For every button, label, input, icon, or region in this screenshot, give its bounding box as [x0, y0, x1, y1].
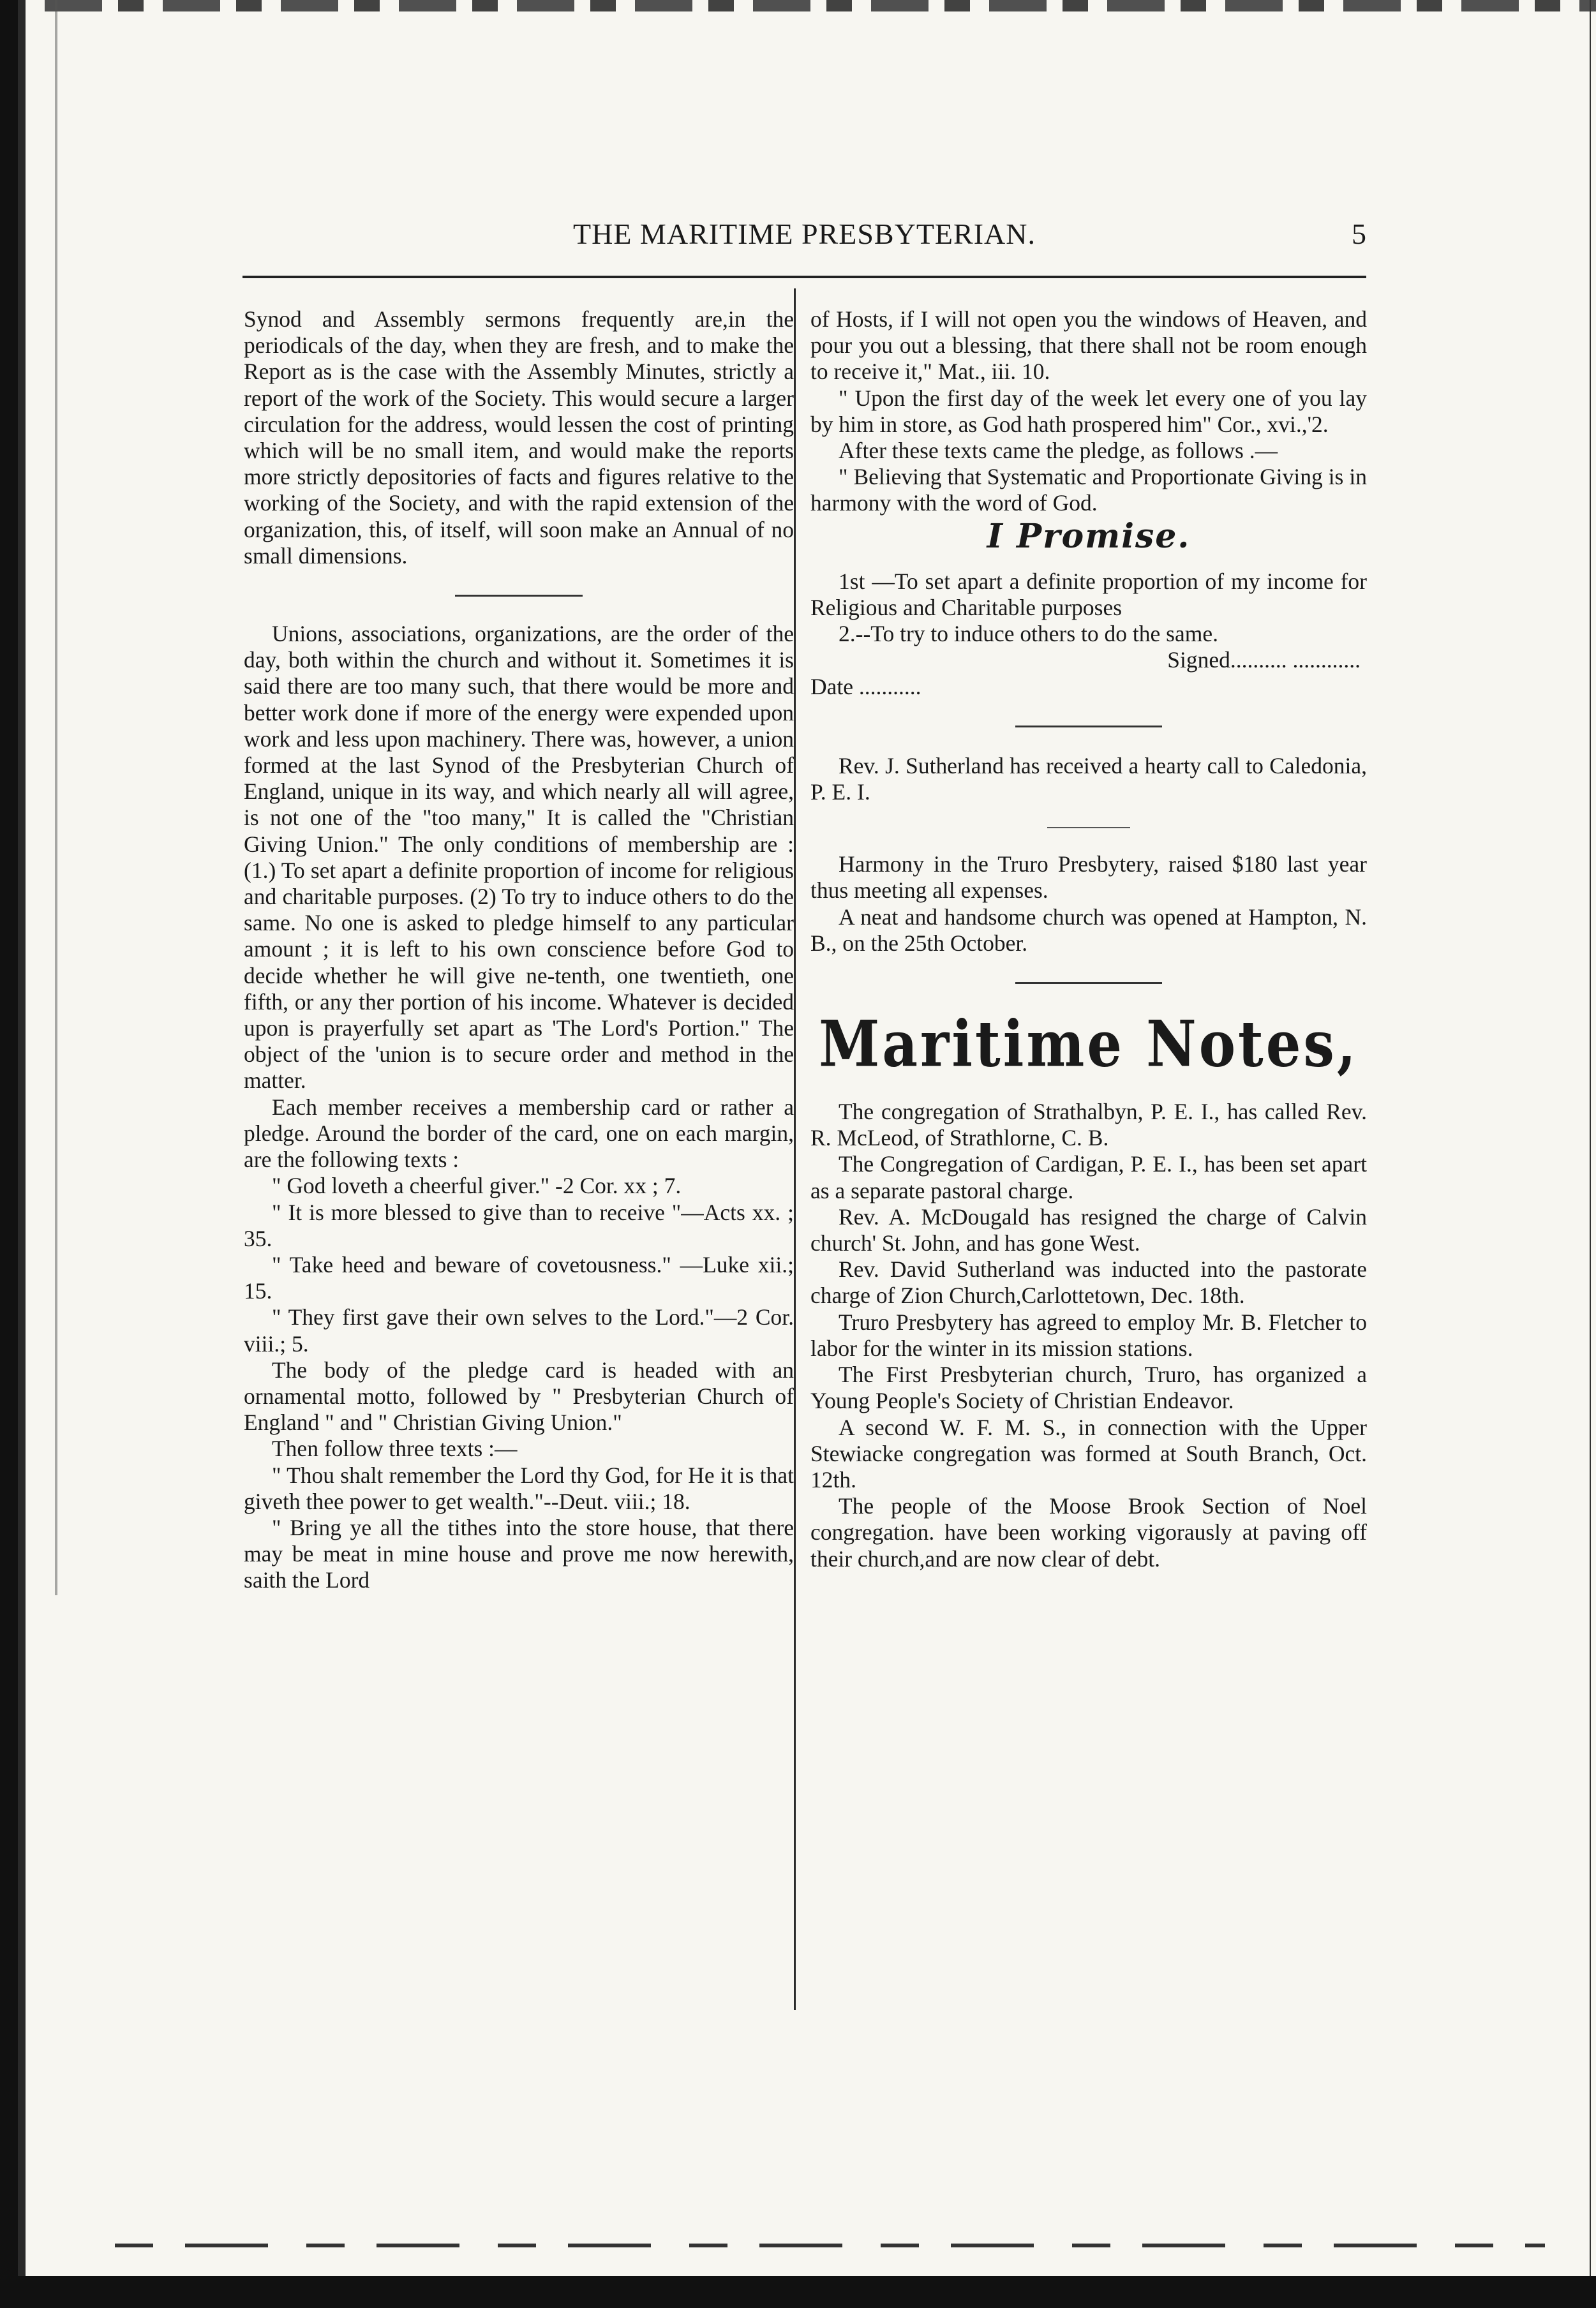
paragraph: Then follow three texts :— [272, 1436, 518, 1462]
paragraph: Unions, associations, organizations, are the order of the day, both within the church and without it. Sometimes it is said there are too many such, that there would be more and better work done if more of the energy were expended upon work and less upon machinery. There was, however, a union formed at the last Synod of the Presbyterian Church of England, unique in its way, and which nearly all will agree, is not one of the "too many," It is called the "Christian Giving Union." The only conditions of membership are : (1.) To set apart a definite proportion of income for religious and charitable purposes. (2) To try to induce others to do the same. No one is asked to pledge himself to any particular amount ; it is left to his own conscience before God to decide whether he will give ne-tenth, one twentieth, one fifth, or any ther portion of his income. Whatever is decided upon is prayerfully set apart as 'The Lord's Portion." The object of the 'union is to secure order and method in the matter. [244, 621, 794, 1094]
paragraph: The body of the pledge card is headed with an ornamental motto, followed by " Presbyterian Church of England " and " Christian Giving Union." [244, 1357, 794, 1436]
news-item: Rev. A. McDougald has resigned the charge of Calvin church' St. John, and has gone West. [810, 1203, 1367, 1256]
pledge-text: " Believing that Systematic and Proportionate Giving is in harmony with the word of God. [810, 464, 1367, 516]
page-header [242, 217, 1366, 268]
news-item: Rev. David Sutherland was inducted into the pastorate charge of Zion Church,Carlottetown, Dec. 18th. [810, 1256, 1367, 1309]
header-rule [242, 276, 1366, 278]
pledge-item: 1st —To set apart a definite proportion of my income for Religious and Charitable purposes [810, 568, 1367, 621]
news-item: Harmony in the Truro Presbytery, raised $180 last year thus meeting all expenses. [810, 851, 1367, 904]
news-item: The First Presbyterian church, Truro, has organized a Young People's Society of Christian Endeavor. [810, 1362, 1367, 1414]
paragraph: After these texts came the pledge, as follows .— [839, 438, 1278, 464]
bible-quote: " God loveth a cheerful giver." -2 Cor. xx ; 7. [272, 1173, 682, 1199]
bible-quote: " They first gave their own selves to the Lord."—2 Cor. viii.; 5. [244, 1304, 794, 1357]
bible-quote: " Bring ye all the tithes into the store house, that there may be meat in mine house and prove me now herewith, saith the Lord [244, 1514, 794, 1593]
bible-quote: " Take heed and beware of covetousness." —Luke xii.; 15. [244, 1251, 794, 1304]
scan-edge-bottom [0, 2251, 1596, 2308]
section-divider [1015, 982, 1162, 984]
news-item: The people of the Moose Brook Section of Noel congregation. have been working vigorausly at paving off their church,and are now clear of debt. [810, 1493, 1367, 1572]
section-divider [1015, 726, 1162, 727]
scan-edge-top [0, 0, 1596, 11]
scan-edge-bottom-dashes [115, 2244, 1545, 2247]
news-item: The Congregation of Cardigan, P. E. I., has been set apart as a separate pastoral charge. [810, 1151, 1367, 1203]
page-number: 5 [1352, 218, 1366, 250]
date-line: Date ........... [810, 673, 921, 699]
news-item: A neat and handsome church was opened at Hampton, N. B., on the 25th October. [810, 904, 1367, 956]
scan-edge-left-line [55, 0, 57, 1595]
paragraph: Synod and Assembly sermons frequently are,in the periodicals of the day, when they are fresh, and to make the Report as is the case with the Assembly Minutes, strictly a report of the work of the Society. This would secure a larger circulation for the address, would lessen the cost of printing which will be no small item, and would make the reports more strictly depositories of facts and figures relative to the working of the Society, and with the rapid extension of the organization, this, of itself, will soon make an Annual of no small dimensions. [244, 306, 794, 569]
bible-quote: " It is more blessed to give than to receive "—Acts xx. ; 35. [244, 1199, 794, 1251]
bible-quote: " Upon the first day of the week let every one of you lay by him in store, as God hath prospered him" Cor., xvi.,'2. [810, 385, 1367, 437]
scan-edge-left [0, 0, 45, 2308]
maritime-notes-heading: Maritime Notes, [819, 1007, 1359, 1082]
column-divider [794, 288, 796, 2010]
section-divider [455, 595, 583, 597]
left-column [244, 306, 794, 1594]
paragraph: Each member receives a membership card or rather a pledge. Around the border of the card, one on each margin, are the following texts : [244, 1094, 794, 1173]
news-item: The congregation of Strathalbyn, P. E. I., has called Rev. R. McLeod, of Strathlorne, C. B. [810, 1099, 1367, 1151]
paragraph: of Hosts, if I will not open you the windows of Heaven, and pour you out a blessing, that there shall not be room enough to receive it," Mat., iii. 10. [810, 306, 1367, 385]
promise-heading: I Promise. [987, 516, 1191, 556]
scan-edge-right [1585, 0, 1596, 2308]
publication-title: THE MARITIME PRESBYTERIAN. [573, 218, 1036, 250]
right-column [810, 306, 1367, 1572]
news-item: Truro Presbytery has agreed to employ Mr. B. Fletcher to labor for the winter in its mission stations. [810, 1309, 1367, 1361]
signature-line: Signed.......... ............ [1167, 647, 1361, 673]
news-item: Rev. J. Sutherland has received a hearty call to Caledonia, P. E. I. [810, 752, 1367, 805]
pledge-item: 2.--To try to induce others to do the same. [839, 621, 1218, 647]
news-item: A second W. F. M. S., in connection with the Upper Stewiacke congregation was formed at South Branch, Oct. 12th. [810, 1414, 1367, 1493]
bible-quote: " Thou shalt remember the Lord thy God, for He it is that giveth thee power to get wealth."--Deut. viii.; 18. [244, 1462, 794, 1514]
section-divider [1047, 827, 1130, 828]
